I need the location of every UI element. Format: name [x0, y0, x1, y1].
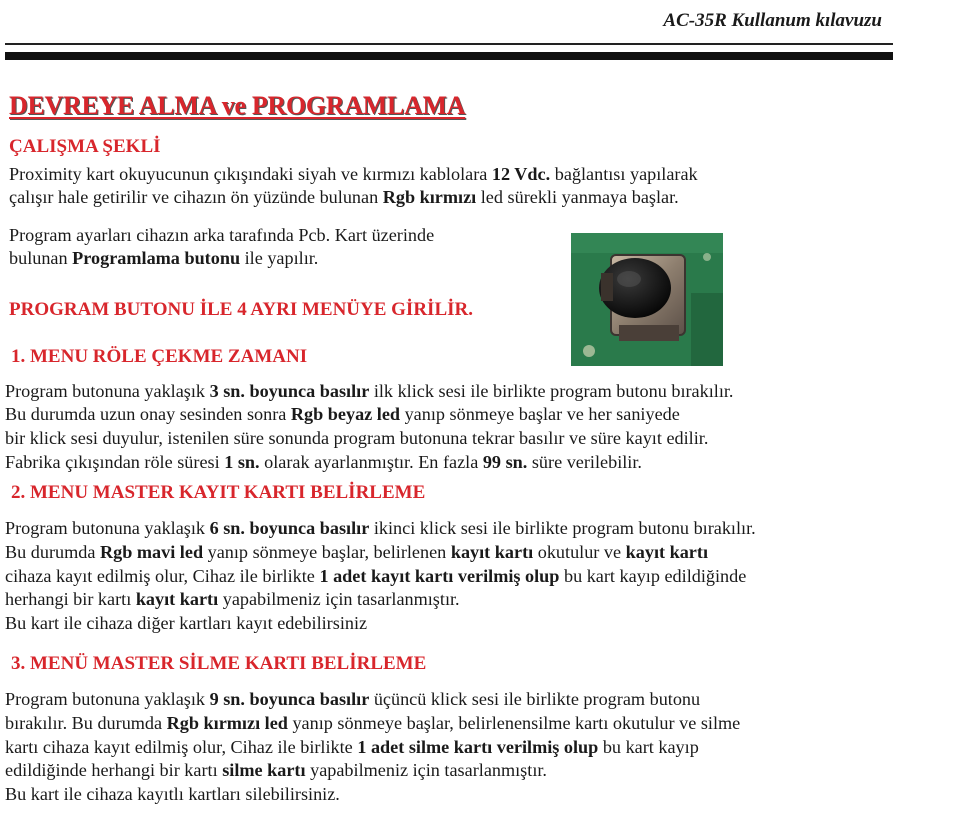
menu-2-line-5: Bu kart ile cihaza diğer kartları kayıt edebilirsiniz: [5, 613, 368, 633]
program-intro-line-1: Program ayarları cihazın arka tarafında Pcb. Kart üzerinde: [9, 225, 435, 245]
menu-2-line-3: cihaza kayıt edilmiş olur, Cihaz ile birlikte 1 adet kayıt kartı verilmiş olup bu kart kayıp edildiğinde: [5, 566, 747, 586]
working-line-1: Proximity kart okuyucunun çıkışındaki siyah ve kırmızı kablolara 12 Vdc. bağlantısı yapılarak: [9, 164, 698, 184]
working-line-2: çalışır hale getirilir ve cihazın ön yüzünde bulunan Rgb kırmızı led sürekli yanmaya başlar.: [9, 187, 679, 207]
menu-2-line-1: Program butonuna yaklaşık 6 sn. boyunca basılır ikinci klick sesi ile birlikte program butonu bırakılır.: [5, 518, 756, 538]
menu-1-line-4: Fabrika çıkışından röle süresi 1 sn. olarak ayarlanmıştır. En fazla 99 sn. süre verilebilir.: [5, 452, 642, 472]
menu-2-line-2: Bu durumda Rgb mavi led yanıp sönmeye başlar, belirlenen kayıt kartı okutulur ve kayıt kartı: [5, 542, 708, 562]
menu-1-line-1: Program butonuna yaklaşık 3 sn. boyunca basılır ilk klick sesi ile birlikte program butonu bırakılır.: [5, 381, 734, 401]
menu-3-line-3: kartı cihaza kayıt edilmiş olur, Cihaz ile birlikte 1 adet silme kartı verilmiş olup bu kart kayıp: [5, 737, 699, 757]
header-rule-thin: [5, 43, 893, 45]
program-intro-line-2: bulunan Programlama butonu ile yapılır.: [9, 248, 319, 268]
manual-title: AC-35R Kullanum kılavuzu: [663, 10, 882, 31]
menu-3-line-4: edildiğinde herhangi bir kartı silme kartı yapabilmeniz için tasarlanmıştır.: [5, 760, 547, 780]
menu-3-line-5: Bu kart ile cihaza kayıtlı kartları silebilirsiniz.: [5, 784, 340, 804]
header-rule-thick: [5, 52, 893, 60]
menu-2-heading: 2. MENU MASTER KAYIT KARTI BELİRLEME: [11, 482, 426, 503]
working-heading: ÇALIŞMA ŞEKLİ: [9, 136, 161, 157]
menu-1-line-2: Bu durumda uzun onay sesinden sonra Rgb beyaz led yanıp sönmeye başlar ve her saniyede: [5, 404, 680, 424]
menu-3-heading: 3. MENÜ MASTER SİLME KARTI BELİRLEME: [11, 653, 427, 674]
menu-intro-heading: PROGRAM BUTONU İLE 4 AYRI MENÜYE GİRİLİR.: [9, 299, 473, 320]
menu-2-line-4: herhangi bir kartı kayıt kartı yapabilmeniz için tasarlanmıştır.: [5, 589, 460, 609]
pcb-button-illustration: [571, 233, 723, 366]
document-title: DEVREYE ALMA ve PROGRAMLAMA: [9, 91, 466, 120]
menu-3-line-2: bırakılır. Bu durumda Rgb kırmızı led yanıp sönmeye başlar, belirlenensilme kartı okutulur ve silme: [5, 713, 741, 733]
programming-button-photo: [571, 233, 723, 366]
menu-1-line-3: bir klick sesi duyulur, istenilen süre sonunda program butonuna tekrar basılır ve süre kayıt edilir.: [5, 428, 709, 448]
menu-3-line-1: Program butonuna yaklaşık 9 sn. boyunca basılır üçüncü klick sesi ile birlikte program butonu: [5, 689, 701, 709]
menu-1-heading: 1. MENU RÖLE ÇEKME ZAMANI: [11, 346, 308, 367]
